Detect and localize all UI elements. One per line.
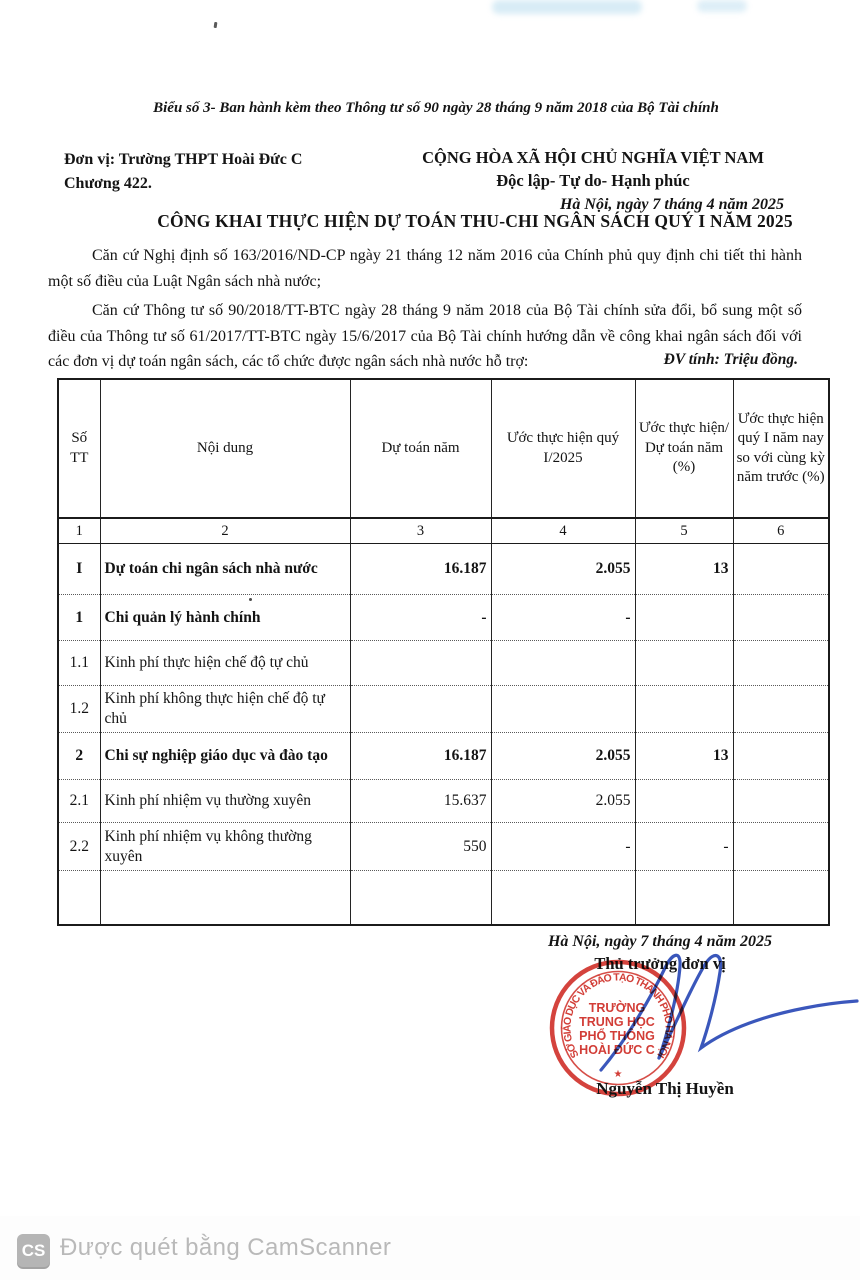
row-stt [58,871,100,925]
paragraph-circular: Căn cứ Thông tư số 90/2018/TT-BTC ngày 28 tháng 9 năm 2018 của Bộ Tài chính sửa đổi, bổ sung một số điều của Thông tư số 61/2017/TT-BTC ngày 15/6/2017 của Bộ Tài chính hướng dẫn về công khai ngân sách đối với các đơn vị dự toán ngân sách, các tổ chức được ngân sách nhà nước hỗ trợ: [48,302,802,370]
stamp-ring-text: SỞ GIÁO DỤC VÀ ĐÀO TẠO THÀNH PHỐ HÀ NỘI [561,971,675,1061]
colnum-2: 2 [100,518,350,544]
national-title: CỘNG HÒA XÃ HỘI CHỦ NGHĨA VIỆT NAM [422,148,764,167]
row-name: Chi sự nghiệp giáo dục và đào tạo [100,733,350,780]
header-uoc-q1: Ước thực hiện quý I/2025 [491,379,635,518]
signature-date-line: Hà Nội, ngày 7 tháng 4 năm 2025 [547,933,773,950]
header-ratio: Ước thực hiện/ Dự toán năm (%) [635,379,733,518]
row-yoy-pct [733,871,829,925]
unit-chapter: Chương 422. [64,175,152,192]
row-stt: 1.2 [58,686,100,733]
table-row [58,544,829,595]
budget-table [57,378,830,926]
paragraph-decree: Căn cứ Nghị định số 163/2016/ND-CP ngày 21 tháng 12 năm 2016 của Chính phủ quy định chi tiết thi hành một số điều của Luật Ngân sách nhà nước; [48,247,802,290]
table-row [58,595,829,641]
row-annual-estimate [350,686,491,733]
circular-reference-note: Biểu số 3- Ban hành kèm theo Thông tư số 90 ngày 28 tháng 9 năm 2018 của Bộ Tài chính [153,100,719,116]
signer-name: Nguyễn Thị Huyền [596,1079,734,1098]
row-q1-estimate [491,641,635,686]
row-q1-estimate: 2.055 [491,544,635,595]
signer-role: Thủ trưởng đơn vị [594,954,726,973]
colnum-6: 6 [733,518,829,544]
row-q1-estimate: - [491,595,635,641]
row-yoy-pct [733,733,829,780]
table-row [58,780,829,823]
row-q1-estimate: - [491,823,635,871]
column-number-row [58,518,829,544]
row-q1-estimate: 2.055 [491,733,635,780]
national-header-block [398,146,788,216]
row-q1-estimate [491,871,635,925]
unit-name: Đơn vị: Trường THPT Hoài Đức C [64,151,303,168]
stamp-line-4: HOÀI ĐỨC C [579,1043,655,1057]
header-dutoan: Dự toán năm [350,379,491,518]
row-ratio-pct [635,780,733,823]
row-ratio-pct [635,686,733,733]
row-ratio-pct: 13 [635,733,733,780]
row-yoy-pct [733,544,829,595]
row-annual-estimate: 16.187 [350,544,491,595]
row-ratio-pct [635,641,733,686]
row-stt: 2.1 [58,780,100,823]
row-annual-estimate: 550 [350,823,491,871]
row-name: Kinh phí nhiệm vụ thường xuyên [100,780,350,823]
row-annual-estimate [350,871,491,925]
row-yoy-pct [733,780,829,823]
row-name [100,871,350,925]
national-motto: Độc lập- Tự do- Hạnh phúc [496,171,690,190]
scan-smudge [697,0,747,12]
row-annual-estimate: - [350,595,491,641]
row-yoy-pct [733,595,829,641]
row-name: Chi quản lý hành chính [100,595,350,641]
document-title: CÔNG KHAI THỰC HIỆN DỰ TOÁN THU-CHI NGÂN SÁCH QUÝ I NĂM 2025 [157,211,793,231]
star-icon: ★ [613,1069,623,1080]
row-stt: 1.1 [58,641,100,686]
colnum-1: 1 [58,518,100,544]
stamp-line-1: TRƯỜNG [588,1001,646,1015]
row-name: Kinh phí nhiệm vụ không thường xuyên [100,823,350,871]
camscanner-footer [0,1216,860,1280]
row-yoy-pct [733,686,829,733]
row-ratio-pct [635,871,733,925]
row-ratio-pct: 13 [635,544,733,595]
colnum-4: 4 [491,518,635,544]
row-q1-estimate: 2.055 [491,780,635,823]
table-row [58,733,829,780]
table-row [58,871,829,925]
issuing-unit-block [64,148,302,196]
camscanner-logo-icon: CS [17,1234,50,1267]
row-stt: 2 [58,733,100,780]
row-stt: I [58,544,100,595]
row-name: Dự toán chi ngân sách nhà nước [100,544,350,595]
scan-smudge [492,0,642,14]
row-stt: 2.2 [58,823,100,871]
colnum-3: 3 [350,518,491,544]
stamp-line-2: TRUNG HỌC [579,1015,655,1029]
row-name: Kinh phí thực hiện chế độ tự chủ [100,641,350,686]
table-row [58,641,829,686]
table-header-row [58,379,829,518]
camscanner-note: Được quét bằng CamScanner [60,1234,392,1261]
stamp-line-3: PHỔ THÔNG [579,1029,655,1043]
currency-unit-note: ĐV tính: Triệu đồng. [663,351,798,368]
row-name: Kinh phí không thực hiện chế độ tự chủ [100,686,350,733]
row-annual-estimate: 15.637 [350,780,491,823]
row-annual-estimate: 16.187 [350,733,491,780]
row-yoy-pct [733,641,829,686]
row-stt: 1 [58,595,100,641]
row-ratio-pct: - [635,823,733,871]
header-stt: Số TT [58,379,100,518]
row-ratio-pct [635,595,733,641]
row-q1-estimate [491,686,635,733]
row-yoy-pct [733,823,829,871]
table-row [58,823,829,871]
header-yoy: Ước thực hiện quý I năm nay so với cùng kỳ năm trước (%) [733,379,829,518]
colnum-5: 5 [635,518,733,544]
place-date-line: Hà Nội, ngày 7 tháng 4 năm 2025 [559,196,784,213]
table-row [58,686,829,733]
row-annual-estimate [350,641,491,686]
header-noidung: Nội dung [100,379,350,518]
scan-speck [214,22,218,28]
